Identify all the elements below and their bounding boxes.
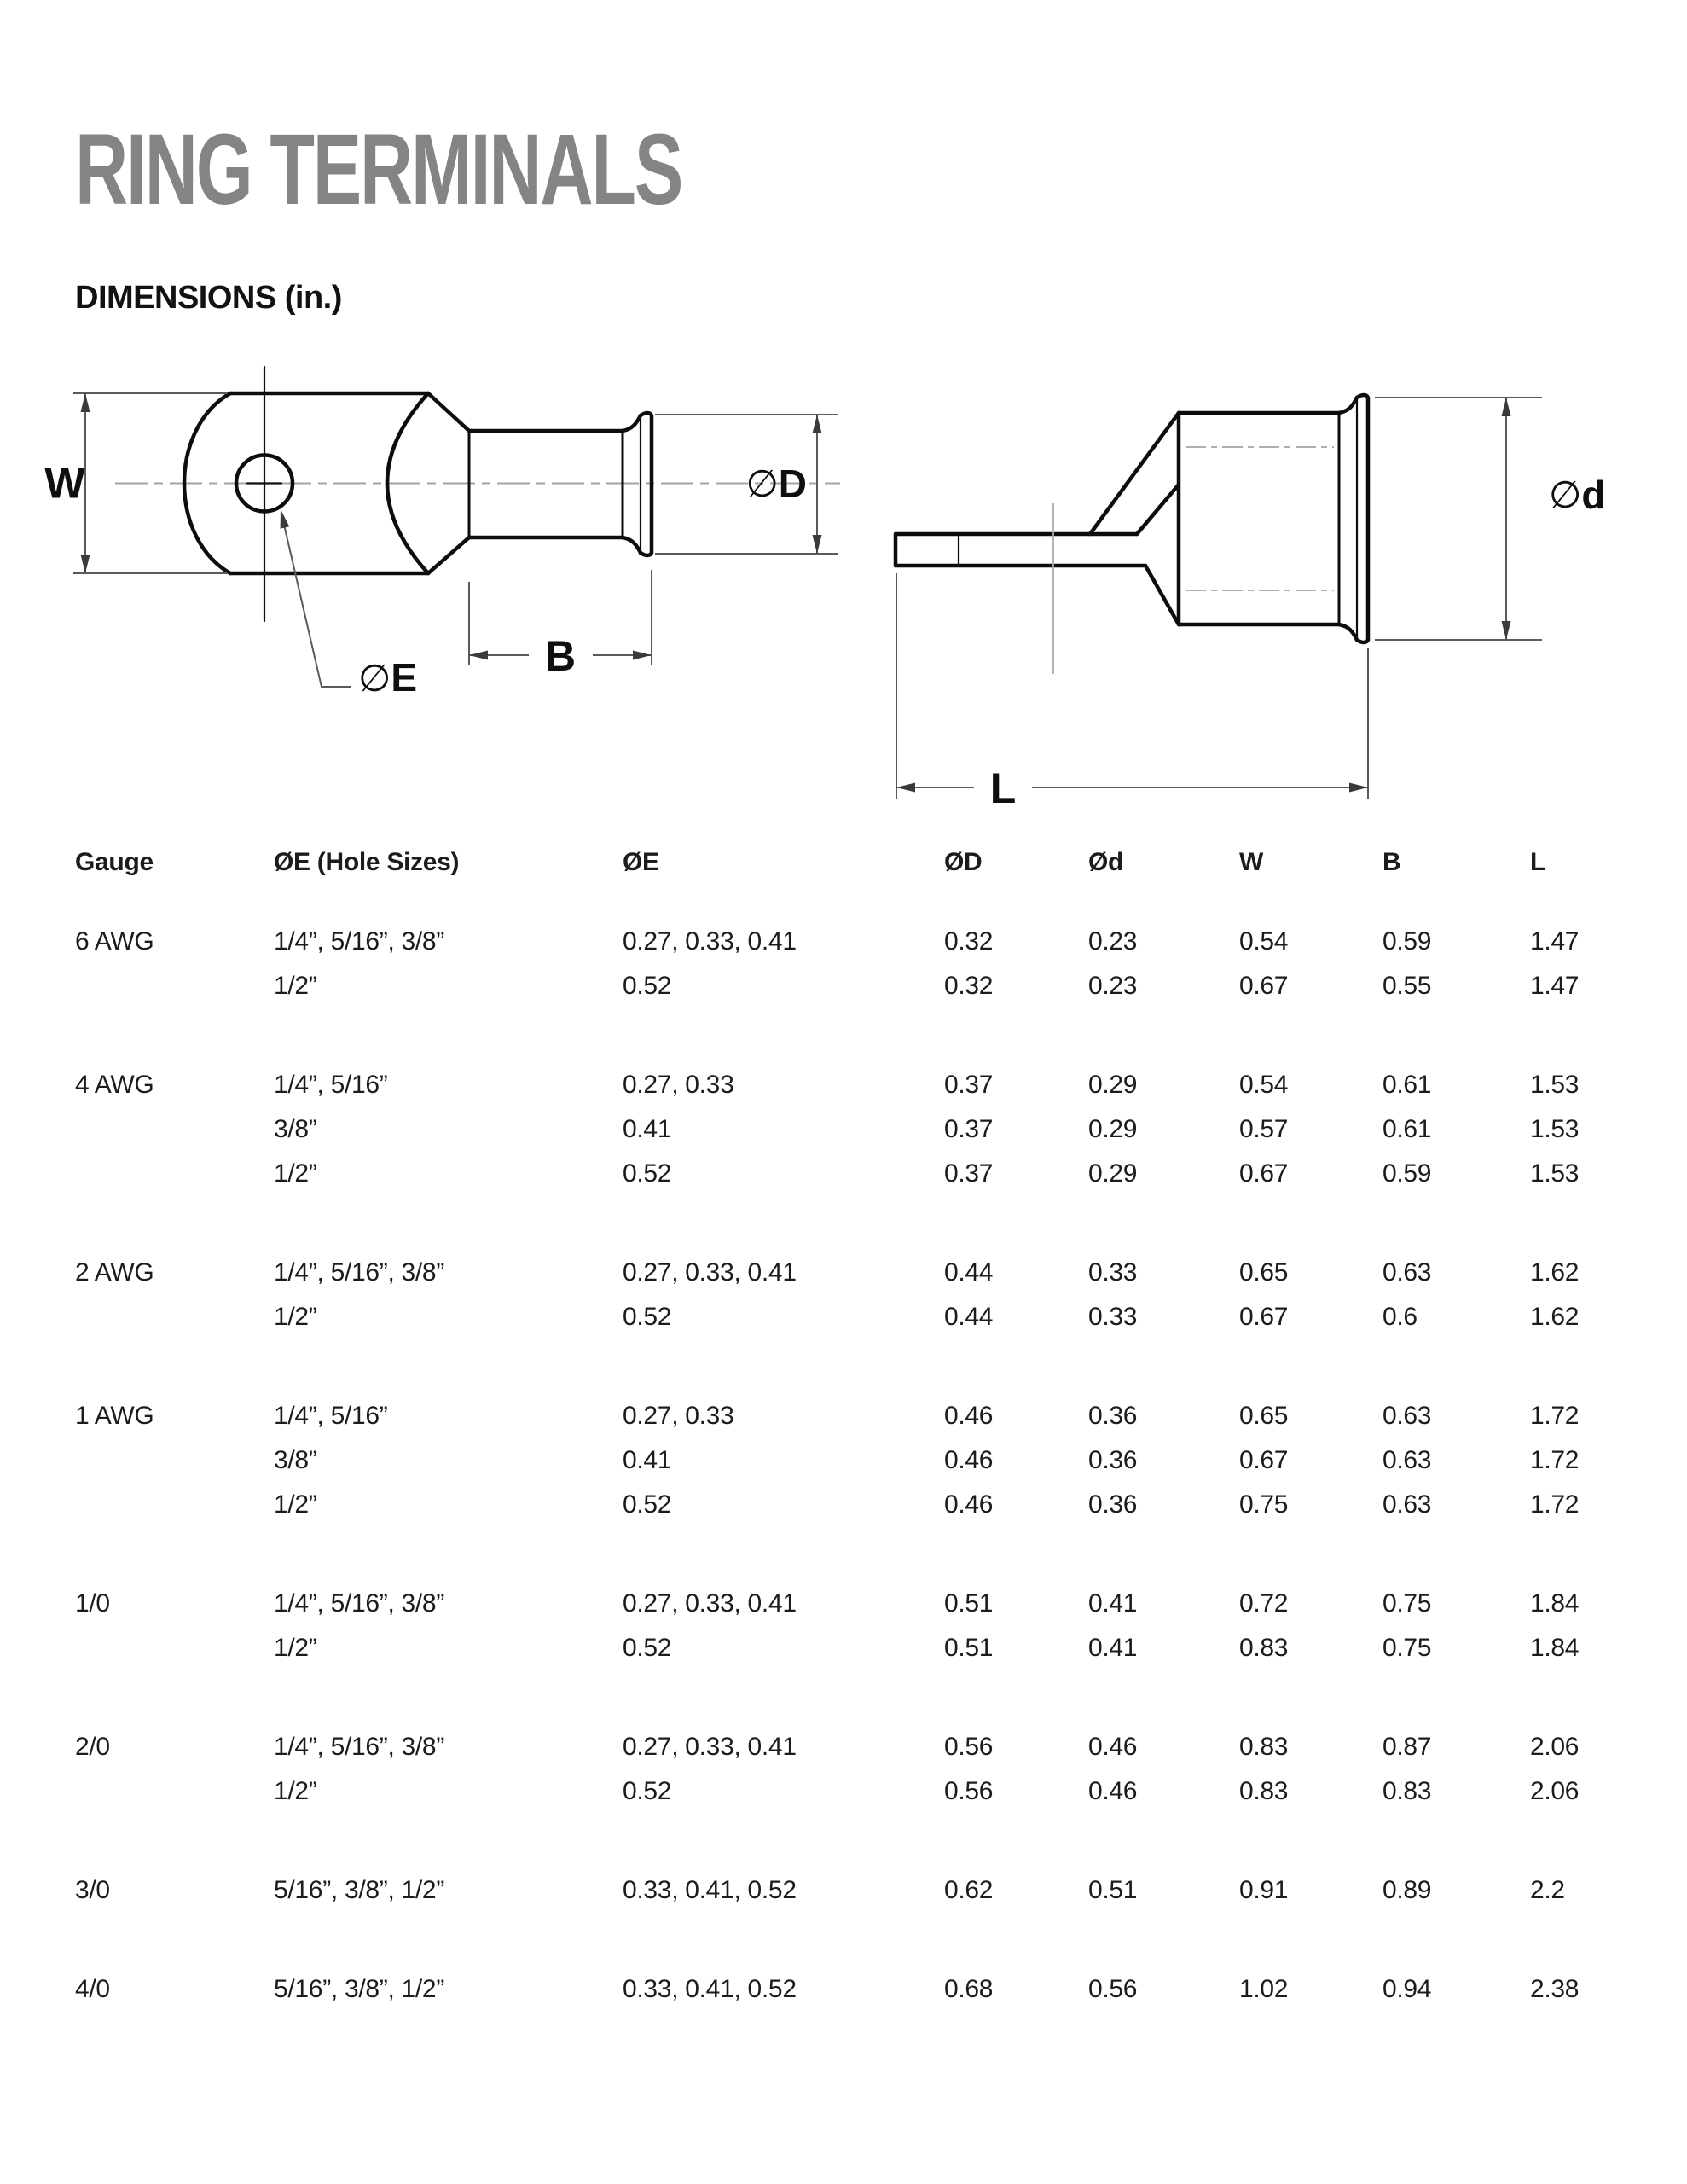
cell-gauge: 2/0 [75, 1733, 110, 1761]
cell-col-4: 0.51 [1088, 1876, 1138, 1904]
cell-col-7: 1.62 [1530, 1303, 1580, 1331]
cell-col-2: 0.52 [623, 1490, 672, 1519]
cell-col-6: 0.63 [1383, 1490, 1432, 1519]
cell-col-3: 0.32 [944, 972, 994, 1000]
table-row [75, 1438, 1636, 1483]
cell-col-1: 3/8” [274, 1115, 317, 1143]
table-row [75, 1394, 1636, 1438]
cell-col-5: 0.65 [1239, 1258, 1289, 1287]
table-row [75, 1152, 1636, 1196]
cell-col-5: 0.67 [1239, 972, 1289, 1000]
cell-col-6: 0.75 [1383, 1634, 1432, 1662]
dimensions-table [75, 845, 1636, 2012]
cell-col-3: 0.44 [944, 1258, 994, 1287]
cell-col-5: 0.65 [1239, 1402, 1289, 1430]
cell-col-6: 0.89 [1383, 1876, 1432, 1904]
cell-col-7: 2.38 [1530, 1975, 1580, 2003]
table-row [75, 920, 1636, 964]
cell-col-3: 0.56 [944, 1733, 994, 1761]
cell-col-7: 1.84 [1530, 1589, 1580, 1618]
cell-col-1: 1/4”, 5/16”, 3/8” [274, 1589, 445, 1618]
cell-col-6: 0.94 [1383, 1975, 1432, 2003]
cell-col-1: 1/2” [274, 1634, 317, 1662]
table-row [75, 1063, 1636, 1107]
cell-col-4: 0.33 [1088, 1303, 1138, 1331]
cell-col-4: 0.33 [1088, 1258, 1138, 1287]
cell-col-1: 1/4”, 5/16”, 3/8” [274, 1733, 445, 1761]
section-subtitle: DIMENSIONS (in.) [75, 280, 342, 316]
table-header-row [75, 845, 1636, 880]
cell-col-4: 0.29 [1088, 1159, 1138, 1188]
d-inner-dimension [1375, 398, 1542, 640]
l-dimension-label: L [989, 764, 1017, 812]
top-view-diagram [34, 358, 887, 853]
cell-col-4: 0.36 [1088, 1446, 1138, 1474]
cell-col-7: 1.53 [1530, 1115, 1580, 1143]
column-header-5: W [1239, 848, 1264, 876]
cell-col-5: 0.67 [1239, 1446, 1289, 1474]
cell-col-1: 5/16”, 3/8”, 1/2” [274, 1975, 445, 2003]
cell-col-2: 0.52 [623, 1303, 672, 1331]
cell-col-4: 0.36 [1088, 1490, 1138, 1519]
cell-col-1: 1/2” [274, 1490, 317, 1519]
cell-col-3: 0.46 [944, 1490, 994, 1519]
cell-col-5: 0.54 [1239, 927, 1289, 956]
cell-col-4: 0.56 [1088, 1975, 1138, 2003]
cell-col-3: 0.46 [944, 1402, 994, 1430]
page-title: RING TERMINALS [75, 113, 682, 226]
cell-gauge: 3/0 [75, 1876, 110, 1904]
cell-gauge: 2 AWG [75, 1258, 154, 1287]
table-row [75, 1295, 1636, 1339]
cell-col-2: 0.41 [623, 1115, 672, 1143]
cell-col-4: 0.23 [1088, 972, 1138, 1000]
column-header-2: ØE [623, 848, 659, 876]
cell-col-2: 0.33, 0.41, 0.52 [623, 1876, 797, 1904]
cell-col-5: 0.91 [1239, 1876, 1289, 1904]
cell-gauge: 4 AWG [75, 1071, 154, 1099]
cell-col-7: 1.53 [1530, 1159, 1580, 1188]
cell-col-7: 1.47 [1530, 927, 1580, 956]
table-row [75, 964, 1636, 1008]
cell-col-3: 0.32 [944, 927, 994, 956]
column-header-4: Ød [1088, 848, 1124, 876]
table-row [75, 1107, 1636, 1152]
cell-col-1: 1/2” [274, 1303, 317, 1331]
column-header-3: ØD [944, 848, 983, 876]
cell-col-7: 2.06 [1530, 1777, 1580, 1805]
l-dimension [896, 573, 1368, 799]
cell-col-2: 0.27, 0.33, 0.41 [623, 1258, 797, 1287]
cell-col-4: 0.29 [1088, 1115, 1138, 1143]
cell-col-3: 0.56 [944, 1777, 994, 1805]
cell-col-6: 0.83 [1383, 1777, 1432, 1805]
cell-col-3: 0.46 [944, 1446, 994, 1474]
d-outer-dimension-label: ∅D [745, 462, 807, 506]
cell-col-5: 0.83 [1239, 1634, 1289, 1662]
cell-col-2: 0.27, 0.33 [623, 1071, 734, 1099]
cell-col-4: 0.41 [1088, 1589, 1138, 1618]
table-row [75, 1868, 1636, 1913]
cell-col-7: 1.84 [1530, 1634, 1580, 1662]
cell-gauge: 4/0 [75, 1975, 110, 2003]
cell-col-2: 0.27, 0.33, 0.41 [623, 1589, 797, 1618]
column-header-0: Gauge [75, 848, 154, 876]
cell-col-5: 0.83 [1239, 1777, 1289, 1805]
cell-col-3: 0.37 [944, 1071, 994, 1099]
cell-col-7: 1.47 [1530, 972, 1580, 1000]
cell-col-5: 0.54 [1239, 1071, 1289, 1099]
side-body-outline [896, 395, 1368, 642]
cell-col-7: 1.72 [1530, 1490, 1580, 1519]
cell-col-7: 1.62 [1530, 1258, 1580, 1287]
cell-col-5: 0.83 [1239, 1733, 1289, 1761]
cell-col-5: 0.67 [1239, 1303, 1289, 1331]
cell-col-4: 0.41 [1088, 1634, 1138, 1662]
cell-col-1: 1/4”, 5/16” [274, 1071, 388, 1099]
cell-col-2: 0.27, 0.33, 0.41 [623, 927, 797, 956]
cell-col-6: 0.87 [1383, 1733, 1432, 1761]
cell-col-3: 0.68 [944, 1975, 994, 2003]
cell-col-5: 1.02 [1239, 1975, 1289, 2003]
table-row [75, 1967, 1636, 2012]
cell-col-3: 0.37 [944, 1159, 994, 1188]
cell-col-1: 5/16”, 3/8”, 1/2” [274, 1876, 445, 1904]
cell-col-6: 0.61 [1383, 1115, 1432, 1143]
cell-col-5: 0.57 [1239, 1115, 1289, 1143]
cell-col-5: 0.72 [1239, 1589, 1289, 1618]
cell-col-6: 0.63 [1383, 1258, 1432, 1287]
cell-col-2: 0.52 [623, 972, 672, 1000]
cell-col-6: 0.61 [1383, 1071, 1432, 1099]
column-header-1: ØE (Hole Sizes) [274, 848, 460, 876]
table-row [75, 1769, 1636, 1814]
cell-col-2: 0.52 [623, 1777, 672, 1805]
table-row [75, 1626, 1636, 1670]
cell-col-2: 0.41 [623, 1446, 672, 1474]
cell-col-4: 0.29 [1088, 1071, 1138, 1099]
w-dimension-label: W [44, 459, 85, 508]
column-header-6: B [1383, 848, 1401, 876]
cell-col-3: 0.44 [944, 1303, 994, 1331]
cell-col-1: 1/4”, 5/16” [274, 1402, 388, 1430]
cell-col-4: 0.23 [1088, 927, 1138, 956]
cell-col-1: 3/8” [274, 1446, 317, 1474]
cell-col-6: 0.6 [1383, 1303, 1417, 1331]
cell-col-5: 0.75 [1239, 1490, 1289, 1519]
e-hole-leader [281, 509, 351, 687]
cell-col-3: 0.51 [944, 1634, 994, 1662]
cell-col-1: 1/4”, 5/16”, 3/8” [274, 927, 445, 956]
cell-col-7: 1.72 [1530, 1402, 1580, 1430]
b-dimension-label: B [544, 632, 577, 680]
cell-col-1: 1/2” [274, 1159, 317, 1188]
cell-col-6: 0.59 [1383, 1159, 1432, 1188]
cell-col-2: 0.52 [623, 1634, 672, 1662]
cell-col-6: 0.59 [1383, 927, 1432, 956]
table-row [75, 1582, 1636, 1626]
cell-col-1: 1/2” [274, 972, 317, 1000]
cell-col-4: 0.46 [1088, 1733, 1138, 1761]
cell-col-6: 0.63 [1383, 1446, 1432, 1474]
e-hole-dimension-label: ∅E [358, 655, 418, 700]
cell-col-6: 0.55 [1383, 972, 1432, 1000]
cell-col-3: 0.51 [944, 1589, 994, 1618]
cell-col-3: 0.37 [944, 1115, 994, 1143]
cell-col-3: 0.62 [944, 1876, 994, 1904]
cell-col-2: 0.27, 0.33 [623, 1402, 734, 1430]
cell-col-2: 0.27, 0.33, 0.41 [623, 1733, 797, 1761]
d-inner-dimension-label: ∅d [1549, 473, 1606, 517]
cell-col-2: 0.52 [623, 1159, 672, 1188]
column-header-7: L [1530, 848, 1546, 876]
side-view-diagram [878, 358, 1680, 853]
cell-gauge: 1 AWG [75, 1402, 154, 1430]
cell-col-5: 0.67 [1239, 1159, 1289, 1188]
table-row [75, 1483, 1636, 1527]
cell-col-7: 1.72 [1530, 1446, 1580, 1474]
cell-col-1: 1/4”, 5/16”, 3/8” [274, 1258, 445, 1287]
cell-col-7: 2.06 [1530, 1733, 1580, 1761]
cell-col-1: 1/2” [274, 1777, 317, 1805]
cell-col-4: 0.36 [1088, 1402, 1138, 1430]
cell-col-6: 0.63 [1383, 1402, 1432, 1430]
table-row [75, 1251, 1636, 1295]
table-row [75, 1725, 1636, 1769]
cell-col-7: 1.53 [1530, 1071, 1580, 1099]
cell-col-4: 0.46 [1088, 1777, 1138, 1805]
cell-col-6: 0.75 [1383, 1589, 1432, 1618]
cell-col-7: 2.2 [1530, 1876, 1565, 1904]
cell-col-2: 0.33, 0.41, 0.52 [623, 1975, 797, 2003]
cell-gauge: 6 AWG [75, 927, 154, 956]
cell-gauge: 1/0 [75, 1589, 110, 1618]
